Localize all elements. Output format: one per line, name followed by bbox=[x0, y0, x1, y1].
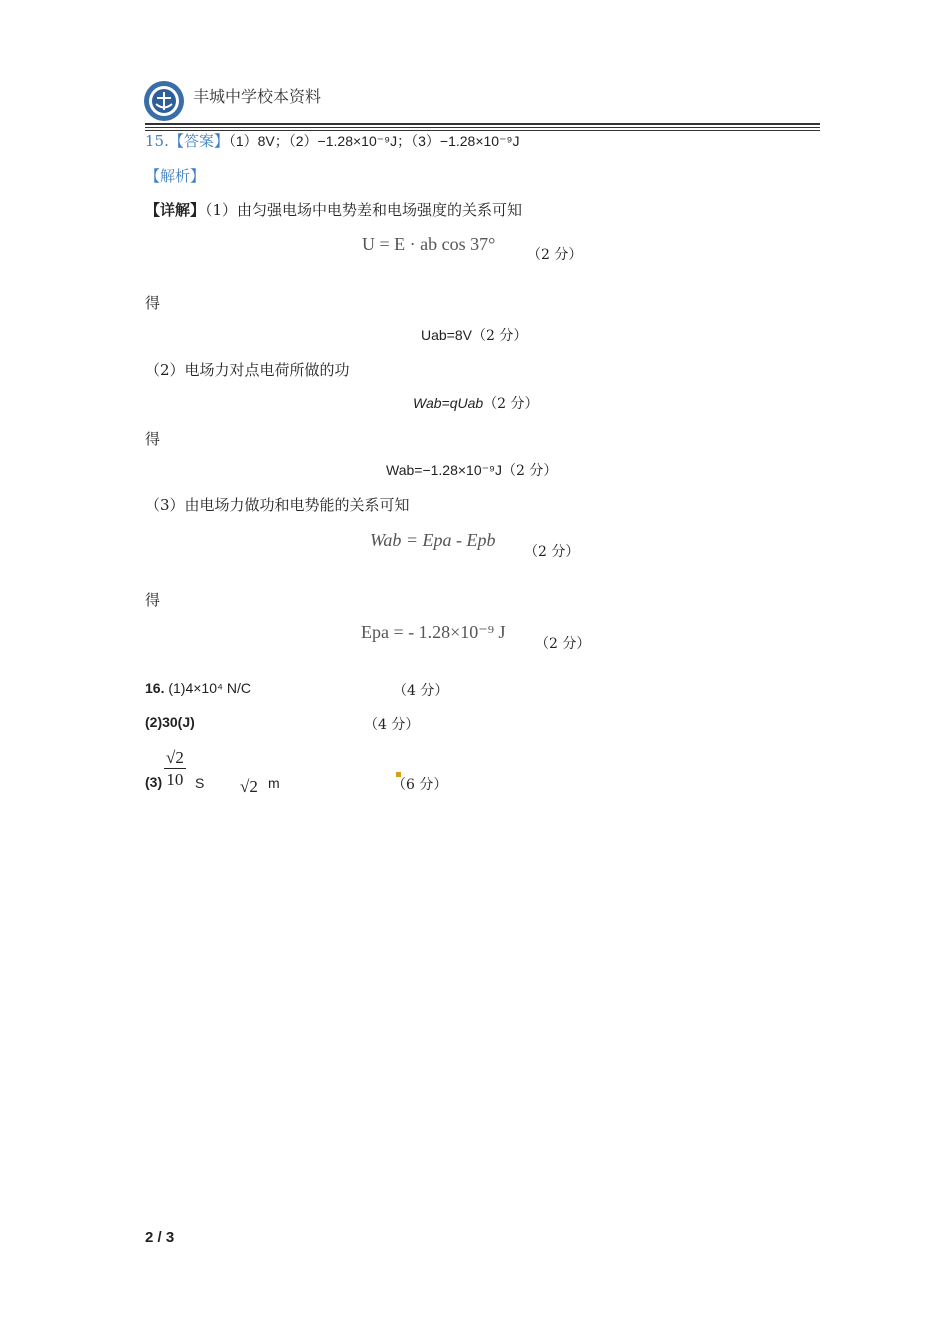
part2-intro: （2）电场力对点电荷所做的功 bbox=[145, 361, 350, 379]
result-1 bbox=[421, 325, 527, 345]
de-3: 得 bbox=[145, 591, 161, 609]
fraction-numerator: √2 bbox=[166, 748, 184, 767]
part1-intro: （1）由匀强电场中电势差和电场强度的关系可知 bbox=[205, 201, 523, 219]
q15-answer-line bbox=[145, 130, 519, 151]
q16-part1-score: （4 分） bbox=[393, 683, 449, 699]
page-number: 2 / 3 bbox=[145, 1229, 175, 1246]
de-1: 得 bbox=[145, 294, 161, 312]
q15-label: 15.【答案】 bbox=[145, 132, 229, 150]
result-2-text: Wab=−1.28×10⁻⁹J bbox=[386, 462, 502, 478]
q15-answer: （1）8V；（2）−1.28×10⁻⁹J；（3）−1.28×10⁻⁹J bbox=[228, 133, 520, 149]
result-1-score: （2 分） bbox=[471, 328, 528, 344]
q16-part2-score: （4 分） bbox=[364, 717, 420, 733]
fraction-denominator: 10 bbox=[164, 768, 186, 788]
q16-part2: (2)30(J) bbox=[145, 714, 195, 730]
equation-3 bbox=[370, 530, 495, 551]
equation-2-score: （2 分） bbox=[483, 396, 539, 412]
de-2: 得 bbox=[145, 430, 161, 448]
header-rule bbox=[145, 123, 820, 125]
result-3-text: Epa = - 1.28×10⁻⁹ J bbox=[361, 622, 506, 642]
q16-part3-score: （6 分） bbox=[392, 777, 448, 793]
part3-intro: （3）由电场力做功和电势能的关系可知 bbox=[145, 496, 410, 514]
q16-part3-fraction bbox=[164, 749, 186, 788]
equation-1 bbox=[362, 234, 495, 255]
equation-1-score: （2 分） bbox=[527, 247, 583, 263]
school-name: 丰城中学校本资料 bbox=[193, 87, 322, 106]
equation-2 bbox=[413, 393, 539, 413]
part1-intro-line bbox=[145, 199, 522, 220]
equation-1-text: U = E · ab cos 37° bbox=[362, 234, 496, 254]
q16-label: 16. bbox=[145, 680, 165, 696]
result-3 bbox=[361, 622, 506, 643]
detail-label: 【详解】 bbox=[145, 201, 206, 219]
q16-part1 bbox=[145, 680, 251, 696]
q16-part3-unit1: S bbox=[195, 775, 205, 791]
equation-3-score: （2 分） bbox=[524, 544, 580, 560]
header-rule bbox=[145, 127, 820, 128]
analysis-label: 【解析】 bbox=[145, 167, 206, 185]
result-2 bbox=[386, 460, 557, 480]
school-logo bbox=[143, 80, 185, 122]
q16-part3-label: (3) bbox=[145, 774, 163, 790]
equation-2-text: Wab=qUab bbox=[413, 395, 484, 411]
q16-part3-unit2: m bbox=[268, 775, 280, 791]
result-2-score: （2 分） bbox=[502, 463, 558, 479]
result-3-score: （2 分） bbox=[535, 636, 591, 652]
equation-3-text: Wab = Epa - Epb bbox=[370, 530, 496, 550]
q16-part1-text: (1)4×10⁴ N/C bbox=[168, 680, 252, 696]
result-1-text: Uab=8V bbox=[421, 327, 472, 343]
q16-part3-value2: √2 bbox=[240, 777, 258, 796]
